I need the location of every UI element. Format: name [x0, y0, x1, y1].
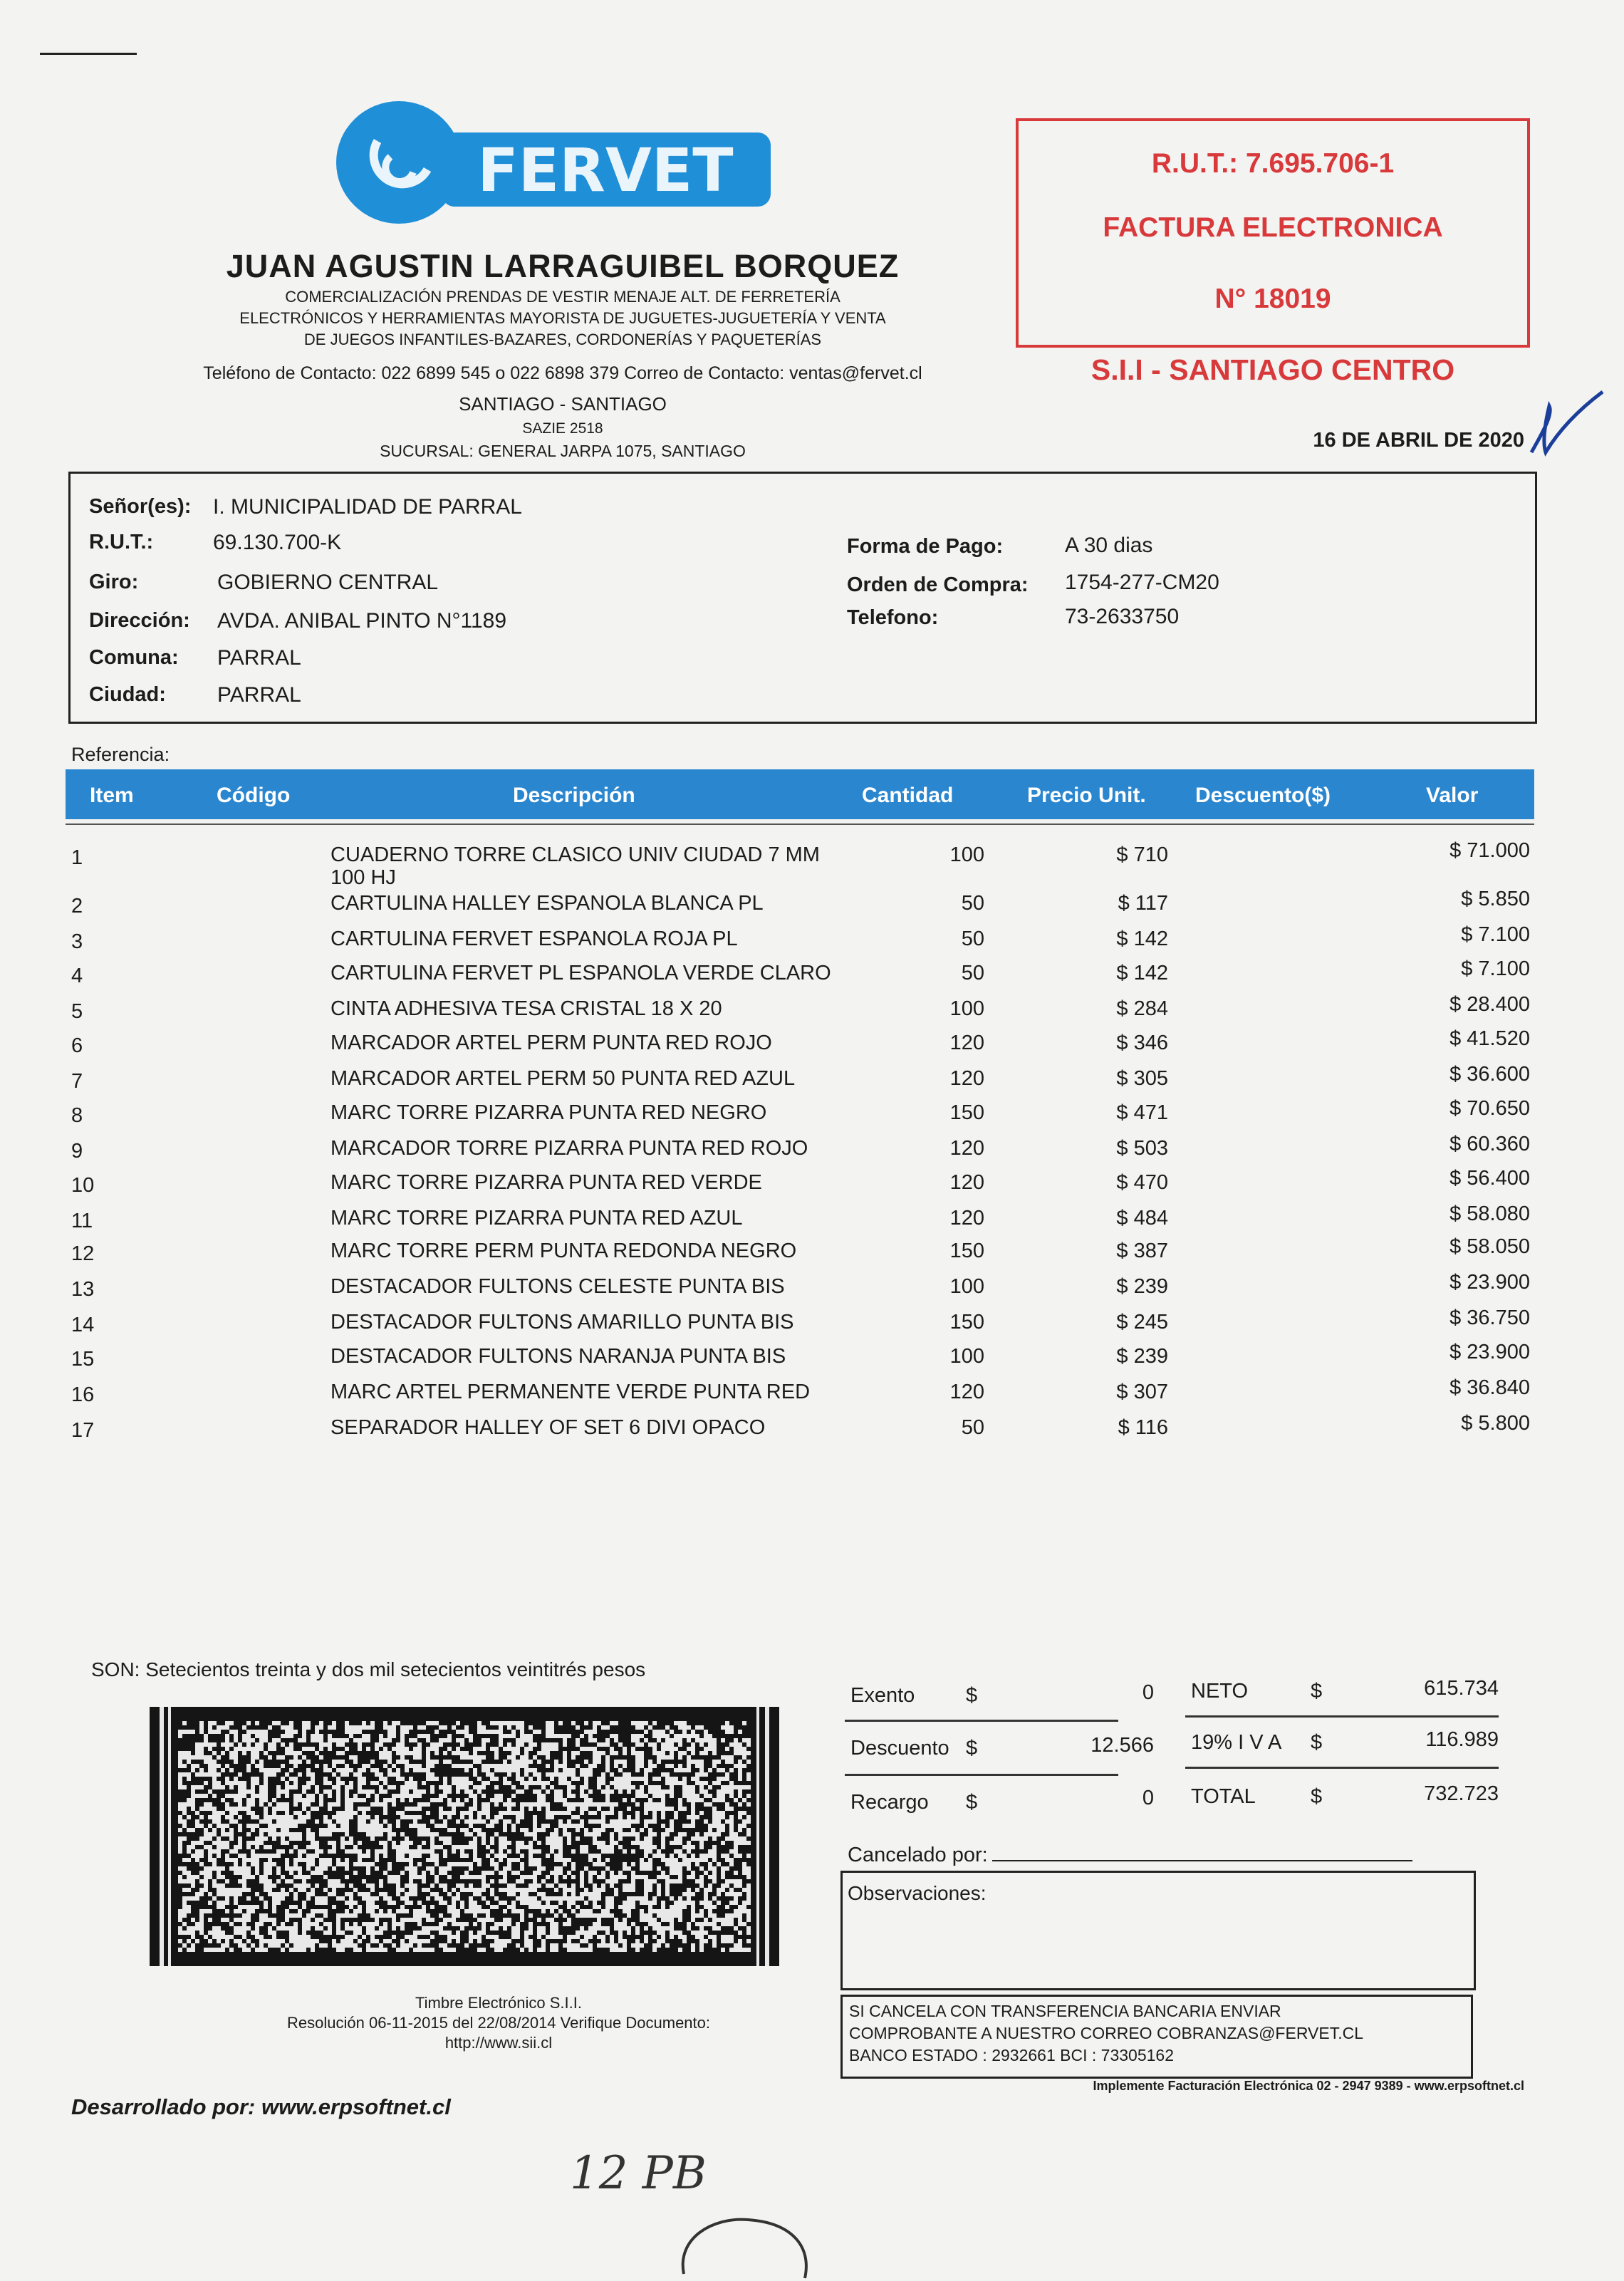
- row-quantity: 50: [961, 892, 984, 915]
- developer-credit: Desarrollado por: www.erpsoftnet.cl: [71, 2094, 451, 2119]
- row-value: $ 41.520: [1449, 1027, 1530, 1050]
- row-description: DESTACADOR FULTONS CELESTE PUNTA BIS: [330, 1275, 785, 1298]
- row-description: SEPARADOR HALLEY OF SET 6 DIVI OPACO: [330, 1416, 766, 1439]
- row-item: 15: [71, 1348, 95, 1371]
- row-item: 4: [71, 965, 83, 987]
- row-description: MARCADOR ARTEL PERM 50 PUNTA RED AZUL: [330, 1067, 796, 1090]
- row-value: $ 7.100: [1461, 957, 1530, 980]
- timbre-electronico: Timbre Electrónico S.I.I. Resolución 06-11-2015 del 22/08/2014 Verifique Documento: http://www.sii.cl: [287, 1994, 710, 2052]
- row-quantity: 100: [949, 1275, 984, 1298]
- invoice-date: 16 DE ABRIL DE 2020: [1313, 429, 1524, 452]
- row-description: MARCADOR ARTEL PERM PUNTA RED ROJO: [330, 1032, 772, 1054]
- row-item: 11: [71, 1210, 93, 1232]
- row-unit-price: $ 142: [1116, 962, 1168, 984]
- row-unit-price: $ 117: [1118, 892, 1168, 915]
- row-unit-price: $ 245: [1116, 1311, 1168, 1334]
- row-unit-price: $ 484: [1116, 1207, 1168, 1230]
- handwritten-circle: [670, 2210, 815, 2281]
- transfer-instructions: SI CANCELA CON TRANSFERENCIA BANCARIA ENVIAR COMPROBANTE A NUESTRO CORREO COBRANZAS@FERVET.CL BANCO ESTADO : 2932661 BCI : 73305162: [849, 2002, 1363, 2064]
- table-rule: [66, 823, 1534, 825]
- th-item: Item: [90, 784, 134, 807]
- row-quantity: 120: [949, 1381, 984, 1403]
- row-quantity: 120: [949, 1067, 984, 1090]
- row-description: CINTA ADHESIVA TESA CRISTAL 18 X 20: [330, 997, 722, 1020]
- invoice-rut: R.U.T.: 7.695.706-1: [1151, 148, 1395, 179]
- row-value: $ 28.400: [1449, 993, 1530, 1016]
- row-item: 10: [71, 1174, 95, 1197]
- issuer-branch: SUCURSAL: GENERAL JARPA 1075, SANTIAGO: [380, 442, 746, 460]
- client-rut: 69.130.700-K: [213, 531, 342, 554]
- row-quantity: 50: [961, 928, 984, 950]
- th-cantidad: Cantidad: [862, 784, 954, 807]
- row-item: 12: [71, 1242, 95, 1265]
- row-value: $ 23.900: [1449, 1271, 1530, 1294]
- row-item: 2: [71, 895, 83, 918]
- cancelado-por: Cancelado por:: [848, 1844, 1412, 1867]
- row-description: DESTACADOR FULTONS NARANJA PUNTA BIS: [330, 1345, 786, 1368]
- label-comuna: Comuna:: [89, 646, 179, 669]
- label-direccion: Dirección:: [89, 609, 190, 632]
- client-giro: GOBIERNO CENTRAL: [217, 571, 439, 594]
- row-value: $ 58.050: [1449, 1235, 1530, 1258]
- row-description: MARC TORRE PIZARRA PUNTA RED NEGRO: [330, 1101, 767, 1124]
- handwritten-note: 12 PB: [570, 2147, 707, 2200]
- client-name: I. MUNICIPALIDAD DE PARRAL: [213, 495, 522, 519]
- row-unit-price: $ 142: [1116, 928, 1168, 950]
- row-quantity: 150: [949, 1240, 984, 1262]
- signature-mark: [1524, 385, 1610, 463]
- fervet-logo: [335, 91, 776, 227]
- row-quantity: 120: [949, 1137, 984, 1160]
- row-item: 16: [71, 1383, 95, 1406]
- row-item: 1: [71, 846, 83, 869]
- row-unit-price: $ 239: [1116, 1275, 1168, 1298]
- row-quantity: 120: [949, 1207, 984, 1230]
- row-description: MARC TORRE PIZARRA PUNTA RED VERDE: [330, 1171, 762, 1194]
- row-value: $ 5.800: [1461, 1412, 1530, 1435]
- row-description: MARC TORRE PERM PUNTA REDONDA NEGRO: [330, 1240, 797, 1262]
- label-rut: R.U.T.:: [89, 531, 154, 554]
- payment-terms: A 30 dias: [1065, 534, 1153, 557]
- row-description: MARC TORRE PIZARRA PUNTA RED AZUL: [330, 1207, 743, 1230]
- client-box: [68, 472, 1537, 724]
- logo-text: FERVET: [477, 135, 734, 205]
- row-value: $ 36.750: [1449, 1306, 1530, 1329]
- label-orden-compra: Orden de Compra:: [847, 573, 1029, 596]
- row-value: $ 71.000: [1449, 839, 1530, 862]
- row-quantity: 120: [949, 1171, 984, 1194]
- client-ciudad: PARRAL: [217, 683, 301, 707]
- invoice-id-box: [1016, 118, 1530, 348]
- purchase-order: 1754-277-CM20: [1065, 571, 1219, 594]
- row-description: CARTULINA FERVET PL ESPANOLA VERDE CLARO: [330, 962, 831, 984]
- client-address: AVDA. ANIBAL PINTO N°1189: [217, 609, 507, 633]
- row-unit-price: $ 116: [1118, 1416, 1168, 1439]
- row-item: 9: [71, 1140, 83, 1163]
- row-item: 7: [71, 1070, 83, 1093]
- row-quantity: 150: [949, 1311, 984, 1334]
- invoice-type: FACTURA ELECTRONICA: [1103, 212, 1443, 243]
- row-unit-price: $ 470: [1116, 1171, 1168, 1194]
- row-unit-price: $ 387: [1116, 1240, 1168, 1262]
- issuer-city: SANTIAGO - SANTIAGO: [459, 393, 667, 415]
- row-quantity: 120: [949, 1032, 984, 1054]
- row-value: $ 60.360: [1449, 1133, 1530, 1155]
- row-value: $ 5.850: [1461, 888, 1530, 910]
- row-unit-price: $ 503: [1116, 1137, 1168, 1160]
- observaciones-label: Observaciones:: [848, 1882, 987, 1904]
- th-precio: Precio Unit.: [1027, 784, 1146, 807]
- row-quantity: 100: [949, 997, 984, 1020]
- company-name: JUAN AGUSTIN LARRAGUIBEL BORQUEZ: [226, 248, 900, 284]
- row-unit-price: $ 471: [1116, 1101, 1168, 1124]
- row-unit-price: $ 239: [1116, 1345, 1168, 1368]
- amount-in-words: SON: Setecientos treinta y dos mil setecientos veintitrés pesos: [91, 1658, 646, 1680]
- total-amount: 732.723: [1424, 1782, 1499, 1805]
- row-quantity: 50: [961, 1416, 984, 1439]
- row-quantity: 50: [961, 962, 984, 984]
- row-value: $ 36.840: [1449, 1376, 1530, 1399]
- row-quantity: 100: [949, 843, 984, 866]
- invoice-number: N° 18019: [1214, 284, 1331, 314]
- row-value: $ 70.650: [1449, 1097, 1530, 1120]
- row-unit-price: $ 305: [1116, 1067, 1168, 1090]
- th-descuento: Descuento($): [1195, 784, 1331, 807]
- total-iva: 116.989: [1425, 1728, 1499, 1751]
- row-description-cont: 100 HJ: [330, 866, 396, 889]
- top-rule: [40, 53, 137, 55]
- referencia-label: Referencia:: [71, 744, 170, 765]
- th-valor: Valor: [1426, 784, 1479, 807]
- row-value: $ 36.600: [1449, 1063, 1530, 1086]
- row-unit-price: $ 346: [1116, 1032, 1168, 1054]
- contact-line: Teléfono de Contacto: 022 6899 545 o 022 6898 379 Correo de Contacto: ventas@fervet.cl: [203, 363, 922, 383]
- row-quantity: 100: [949, 1345, 984, 1368]
- row-item: 8: [71, 1104, 83, 1127]
- label-forma-pago: Forma de Pago:: [847, 535, 1004, 558]
- row-value: $ 56.400: [1449, 1167, 1530, 1190]
- row-unit-price: $ 710: [1116, 843, 1168, 866]
- row-item: 3: [71, 930, 83, 953]
- items-table-header: [66, 769, 1534, 819]
- row-description: CUADERNO TORRE CLASICO UNIV CIUDAD 7 MM: [330, 843, 820, 866]
- total-recargo: 0: [1142, 1787, 1154, 1809]
- issuer-address: SAZIE 2518: [522, 420, 603, 437]
- row-item: 14: [71, 1314, 95, 1336]
- implementation-credit: Implemente Facturación Electrónica 02 - 2947 9389 - www.erpsoftnet.cl: [1093, 2079, 1524, 2093]
- label-telefono: Telefono:: [847, 606, 939, 629]
- client-phone: 73-2633750: [1065, 605, 1180, 628]
- total-neto: 615.734: [1424, 1677, 1499, 1700]
- row-description: MARCADOR TORRE PIZARRA PUNTA RED ROJO: [330, 1137, 808, 1160]
- sii-office: S.I.I - SANTIAGO CENTRO: [1091, 353, 1455, 386]
- row-description: MARC ARTEL PERMANENTE VERDE PUNTA RED: [330, 1381, 811, 1403]
- client-comuna: PARRAL: [217, 646, 301, 670]
- row-value: $ 23.900: [1449, 1341, 1530, 1363]
- row-item: 5: [71, 1000, 83, 1023]
- row-quantity: 150: [949, 1101, 984, 1124]
- label-senores: Señor(es):: [89, 495, 192, 518]
- label-giro: Giro:: [89, 571, 139, 593]
- row-description: CARTULINA HALLEY ESPANOLA BLANCA PL: [330, 892, 764, 915]
- th-descripcion: Descripción: [513, 784, 635, 807]
- row-unit-price: $ 284: [1116, 997, 1168, 1020]
- row-unit-price: $ 307: [1116, 1381, 1168, 1403]
- row-value: $ 7.100: [1461, 923, 1530, 946]
- row-item: 13: [71, 1278, 95, 1301]
- row-description: DESTACADOR FULTONS AMARILLO PUNTA BIS: [330, 1311, 794, 1334]
- total-descuento: 12.566: [1091, 1734, 1154, 1757]
- label-ciudad: Ciudad:: [89, 683, 166, 706]
- th-codigo: Código: [217, 784, 291, 807]
- row-item: 6: [71, 1034, 83, 1057]
- row-item: 17: [71, 1419, 95, 1442]
- total-exento: 0: [1142, 1681, 1154, 1704]
- company-description: COMERCIALIZACIÓN PRENDAS DE VESTIR MENAJE ALT. DE FERRETERÍA ELECTRÓNICOS Y HERRAMIENTAS MAYORISTA DE JUGUETES-JUGUETERÍA Y VENTA DE JUEGOS INFANTILES-BAZARES, CORDONERÍAS Y PAQUETERÍAS: [239, 288, 886, 348]
- row-description: CARTULINA FERVET ESPANOLA ROJA PL: [330, 928, 738, 950]
- pdf417-barcode: [150, 1707, 779, 1966]
- row-value: $ 58.080: [1449, 1202, 1530, 1225]
